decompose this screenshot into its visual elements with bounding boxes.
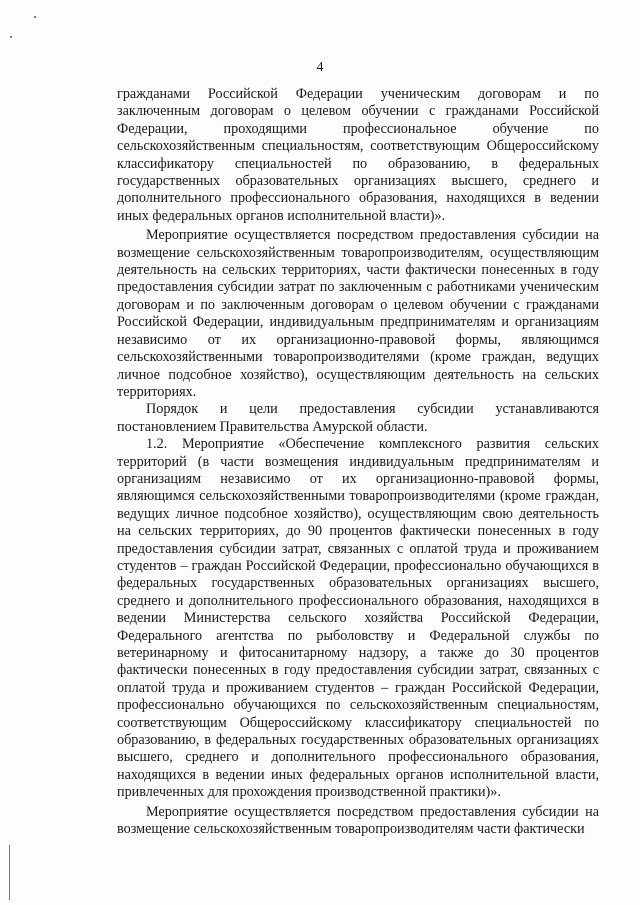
paragraph-measure-1-2: 1.2. Мероприятие «Обеспечение комплексного развития сельских территорий (в части возмещения индивидуальным предпринимателям и организациям независимо от их организационно-правовой формы, являющимся сельскохозяйственными товаропроизводителями (кроме граждан, ведущих личное подсобное хозяйство), осуществляющим свою деятельность на сельских территориях, до 90 процентов фактически понесенных в году предоставления субсидии затрат, связанных с оплатой труда и проживанием студентов – граждан Российской Федерации, профессионально обучающихся в федеральных государственных образовательных организациях высшего, среднего и дополнительного профессионального образования, находящихся в ведении Министерства сельского хозяйства Российской Федерации, Федерального агентства по рыболовству и Федеральной службы по ветеринарному и фитосанитарному надзору, а также до 30 процентов фактически понесенных в году предоставления субсидии затрат, связанных с оплатой труда и проживанием студентов – граждан Российской Федерации, профессионально обучающихся по сельскохозяйственным специальностям, соответствующим Общероссийскому классификатору специальностей по образованию, в федеральных государственных образовательных организациях высшего, среднего и дополнительного профессионального образования, находящихся в ведении иных федеральных органов исполнительной власти, привлеченных для прохождения производственной практики)». xyxy=(117,436,599,801)
scan-speck xyxy=(10,36,12,38)
paragraph-measure-subsidy: Мероприятие осуществляется посредством предоставления субсидии на возмещение сельскохозяйственным товаропроизводителям части фактически xyxy=(117,803,599,838)
paragraph-measure-description: Мероприятие осуществляется посредством предоставления субсидии на возмещение сельскохозяйственным товаропроизводителям, осуществляющим деятельность на сельских территориях, части фактически понесенных в году предоставления субсидии затрат по заключенным с работниками ученическим договорам и по заключенным договорам о целевом обучении с гражданами Российской Федерации, индивидуальным предпринимателям и организациям независимо от их организационно-правовой формы, являющимся сельскохозяйственными товаропроизводителями (кроме граждан, ведущих личное подсобное хозяйство), осуществляющим деятельность на сельских территориях. xyxy=(117,227,599,400)
page-number: 4 xyxy=(316,60,324,75)
paragraph-procedure: Порядок и цели предоставления субсидии устанавливаются постановлением Правительства Амурской области. xyxy=(117,401,599,435)
scan-edge-line xyxy=(9,845,10,900)
paragraph-continuation: гражданами Российской Федерации ученическим договорам и по заключенным договорам о целевом обучении с гражданами Российской Федерации, проходящими профессиональное обучение по сельскохозяйственным специальностям, соответствующим Общероссийскому классификатору специальностей по образованию, в федеральных государственных образовательных организациях высшего, среднего и дополнительного профессионального образования, находящихся в ведении иных федеральных органов исполнительной власти)». xyxy=(117,86,599,224)
scan-speck xyxy=(34,16,36,18)
document-body xyxy=(117,86,599,838)
